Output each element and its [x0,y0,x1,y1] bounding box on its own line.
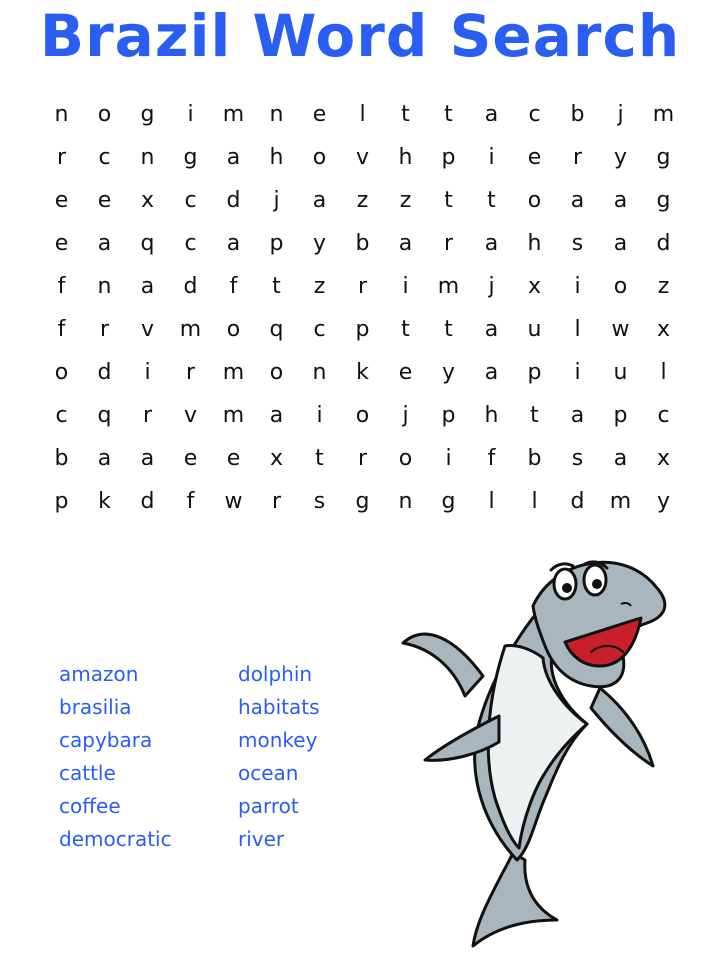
word-item: monkey [238,728,318,752]
grid-letter: o [97,102,112,127]
grid-letter: r [99,317,110,342]
grid-letter: d [97,360,112,385]
grid-letter: c [184,188,197,213]
grid-letter: v [183,403,198,428]
grid-letter: f [229,274,238,299]
grid-letter: y [441,360,456,385]
grid-letter: o [226,317,241,342]
grid-letter: e [226,446,241,471]
grid-letter: j [617,102,624,127]
grid-letter: p [613,403,628,428]
grid-letter: a [398,231,413,256]
grid-letter: u [527,317,542,342]
grid-letter: h [527,231,542,256]
word-item: cattle [59,761,116,785]
grid-letter: p [355,317,370,342]
grid-letter: m [179,317,202,342]
grid-letter: x [269,446,284,471]
grid-letter: a [140,274,155,299]
grid-letter: n [312,360,327,385]
grid-letter: m [222,102,245,127]
grid-letter: a [613,446,628,471]
page-title: Brazil Word Search [39,2,681,70]
grid-letter: z [657,274,670,299]
grid-letter: d [183,274,198,299]
word-list-column-1 [59,658,172,856]
grid-letter: l [359,102,366,127]
grid-letter: e [398,360,413,385]
grid-letter: n [398,489,413,514]
grid-letter: t [444,188,453,213]
grid-letter: d [226,188,241,213]
grid-letter: a [484,360,499,385]
grid-letter: a [140,446,155,471]
dolphin-right-flipper [591,688,653,766]
grid-letter: f [57,274,66,299]
grid-letter: l [531,489,538,514]
grid-letter: a [97,446,112,471]
grid-letter: r [443,231,454,256]
grid-letter: t [401,317,410,342]
grid-letter: a [312,188,327,213]
grid-letter: r [56,145,67,170]
grid-letter: o [527,188,542,213]
grid-letter: m [652,102,675,127]
word-list-column-2 [238,658,320,856]
grid-letter: f [186,489,195,514]
grid-letter: t [487,188,496,213]
word-item: river [238,827,285,851]
grid-letter: t [530,403,539,428]
grid-letter: p [527,360,542,385]
grid-letter: i [144,360,151,385]
word-item: coffee [59,794,121,818]
grid-letter: b [54,446,69,471]
grid-letter: s [571,446,584,471]
grid-letter: g [355,489,370,514]
grid-letter: r [271,489,282,514]
grid-letter: c [313,317,326,342]
grid-letter: f [487,446,496,471]
grid-letter: a [570,188,585,213]
word-item: capybara [59,728,153,752]
grid-letter: e [312,102,327,127]
grid-letter: w [224,489,243,514]
grid-letter: i [574,274,581,299]
grid-letter: z [313,274,326,299]
grid-letter: y [656,489,671,514]
grid-letter: d [656,231,671,256]
word-item: parrot [238,794,299,818]
word-item: brasilia [59,695,132,719]
grid-letter: k [356,360,369,385]
grid-letter: a [484,102,499,127]
grid-letter: a [226,145,241,170]
grid-letter: e [183,446,198,471]
grid-letter: e [97,188,112,213]
grid-letter: v [355,145,370,170]
grid-letter: b [527,446,542,471]
grid-letter: x [656,317,671,342]
grid-letter: c [98,145,111,170]
dolphin-illustration [395,548,675,953]
grid-letter: a [613,188,628,213]
dolphin-tail [473,853,557,946]
grid-letter: a [269,403,284,428]
grid-letter: e [54,188,69,213]
grid-letter: y [613,145,628,170]
word-item: habitats [238,695,320,719]
grid-letter: z [356,188,369,213]
grid-letter: o [398,446,413,471]
grid-letter: o [613,274,628,299]
grid-letter: p [269,231,284,256]
grid-letter: a [226,231,241,256]
grid-letter: d [140,489,155,514]
word-item: ocean [238,761,299,785]
grid-letter: i [445,446,452,471]
grid-letter: g [656,145,671,170]
grid-letter: r [185,360,196,385]
grid-letter: t [444,317,453,342]
grid-letter: c [657,403,670,428]
grid-letter: t [272,274,281,299]
grid-letter: w [611,317,630,342]
grid-letter: a [97,231,112,256]
letter-grid [40,93,685,523]
grid-letter: p [441,403,456,428]
grid-letter: r [357,446,368,471]
grid-letter: o [355,403,370,428]
grid-letter: q [97,403,112,428]
grid-letter: n [140,145,155,170]
grid-letter: p [441,145,456,170]
grid-letter: e [527,145,542,170]
grid-letter: s [571,231,584,256]
grid-letter: y [312,231,327,256]
grid-letter: g [441,489,456,514]
grid-letter: q [140,231,155,256]
grid-letter: n [269,102,284,127]
grid-letter: a [484,317,499,342]
grid-letter: a [613,231,628,256]
grid-letter: n [54,102,69,127]
grid-letter: g [140,102,155,127]
grid-letter: j [402,403,409,428]
grid-letter: a [570,403,585,428]
grid-letter: h [269,145,284,170]
grid-letter: o [312,145,327,170]
grid-letter: i [187,102,194,127]
grid-letter: m [609,489,632,514]
grid-letter: e [54,231,69,256]
grid-letter: p [54,489,69,514]
grid-letter: b [355,231,370,256]
grid-letter: i [574,360,581,385]
grid-letter: n [97,274,112,299]
grid-letter: q [269,317,284,342]
grid-letter: l [660,360,667,385]
grid-letter: r [357,274,368,299]
grid-letter: g [183,145,198,170]
grid-letter: i [402,274,409,299]
grid-letter: l [488,489,495,514]
grid-letter: m [222,360,245,385]
grid-letter: k [98,489,111,514]
grid-letter: z [399,188,412,213]
grid-letter: m [222,403,245,428]
grid-letter: c [184,231,197,256]
grid-letter: s [313,489,326,514]
grid-letter: c [528,102,541,127]
grid-letter: t [315,446,324,471]
grid-letter: h [398,145,413,170]
grid-letter: j [273,188,280,213]
grid-letter: v [140,317,155,342]
grid-letter: i [316,403,323,428]
dolphin-dorsal-fin [403,634,483,696]
grid-letter: o [269,360,284,385]
grid-letter: g [656,188,671,213]
grid-letter: u [613,360,628,385]
grid-letter: d [570,489,585,514]
grid-letter: t [401,102,410,127]
grid-letter: x [527,274,542,299]
grid-letter: a [484,231,499,256]
grid-letter: j [488,274,495,299]
grid-letter: f [57,317,66,342]
grid-letter: r [572,145,583,170]
grid-letter: x [140,188,155,213]
word-item: dolphin [238,662,313,686]
grid-letter: t [444,102,453,127]
grid-letter: h [484,403,499,428]
grid-letter: x [656,446,671,471]
grid-letter: o [54,360,69,385]
grid-letter: b [570,102,585,127]
grid-letter: i [488,145,495,170]
word-item: amazon [59,662,139,686]
grid-letter: c [55,403,68,428]
grid-letter: m [437,274,460,299]
grid-letter: r [142,403,153,428]
grid-letter: l [574,317,581,342]
word-item: democratic [59,827,172,851]
